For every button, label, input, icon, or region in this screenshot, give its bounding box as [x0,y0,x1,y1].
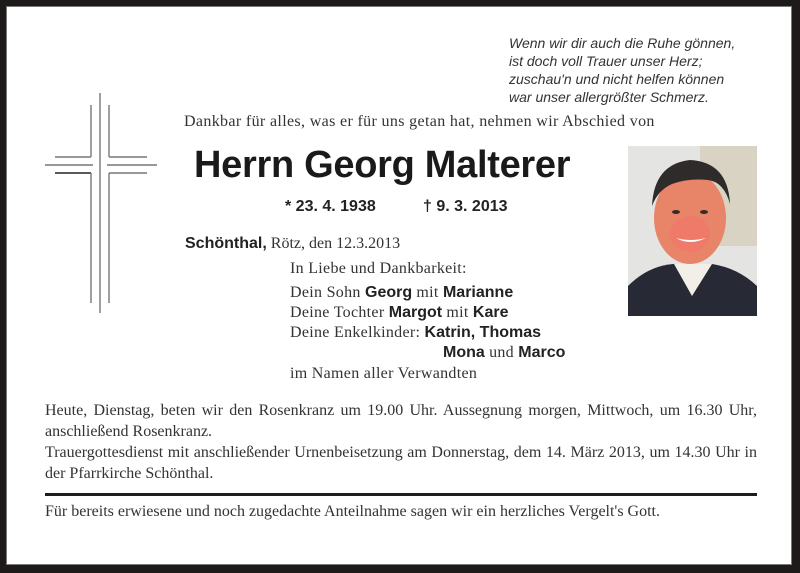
family-conj: und [484,344,519,361]
family-member: Margot [388,304,443,321]
family-member: Mona [443,344,485,361]
poem-line: Wenn wir dir auch die Ruhe gönnen, [509,35,736,51]
intro-text: Dankbar für alles, was er für uns getan hat, nehmen wir Abschied von [184,113,655,130]
family-member: Marco [518,344,566,361]
poem-line: war unser allergrößter Schmerz. [509,89,709,105]
family-conj: mit [442,304,473,321]
family-heading: In Liebe und Dankbarkeit: [290,260,467,277]
death-date: † 9. 3. 2013 [423,198,508,215]
family-line [290,304,509,322]
place-date [185,235,400,253]
deceased-name: Herrn Georg Malterer [194,144,571,186]
family-member: Katrin, Thomas [424,324,542,341]
family-relation: Dein Sohn [290,284,365,301]
poem-line: zuschau'n und nicht helfen können [509,71,725,87]
poem-line: ist doch voll Trauer unser Herz; [509,53,703,69]
family-relation: Deine Enkelkinder: [290,324,425,341]
thanks-text: Für bereits erwiesene und noch zugedachte Anteilnahme sagen wir ein herzliches Vergelt's Gott. [45,503,660,520]
place-name: Schönthal, [185,235,267,252]
family-line [443,344,565,362]
services-funeral: Trauergottesdienst mit anschließender Urnenbeisetzung am Donnerstag, dem 14. März 2013, um 14.30 Uhr in der Pfarrkirche Schönthal. [45,444,757,482]
family-member: Marianne [442,284,514,301]
family-relation: Deine Tochter [290,304,389,321]
family-closing: im Namen aller Verwandten [290,365,478,382]
services-rosary: Heute, Dienstag, beten wir den Rosenkranz um 19.00 Uhr. Aussegnung morgen, Mittwoch, um 16.30 Uhr, anschließend Rosenkranz. [45,402,757,440]
family-line [290,324,541,342]
obituary-notice [6,6,792,565]
family-conj: mit [412,284,443,301]
portrait-photo [628,146,757,316]
family-member: Kare [472,304,509,321]
family-member: Georg [365,284,413,301]
place-date-rest: Rötz, den 12.3.2013 [270,235,401,252]
divider [45,493,757,496]
cross-icon [43,91,163,321]
birth-date: * 23. 4. 1938 [285,198,376,215]
family-line [290,284,513,302]
poem [509,34,735,106]
